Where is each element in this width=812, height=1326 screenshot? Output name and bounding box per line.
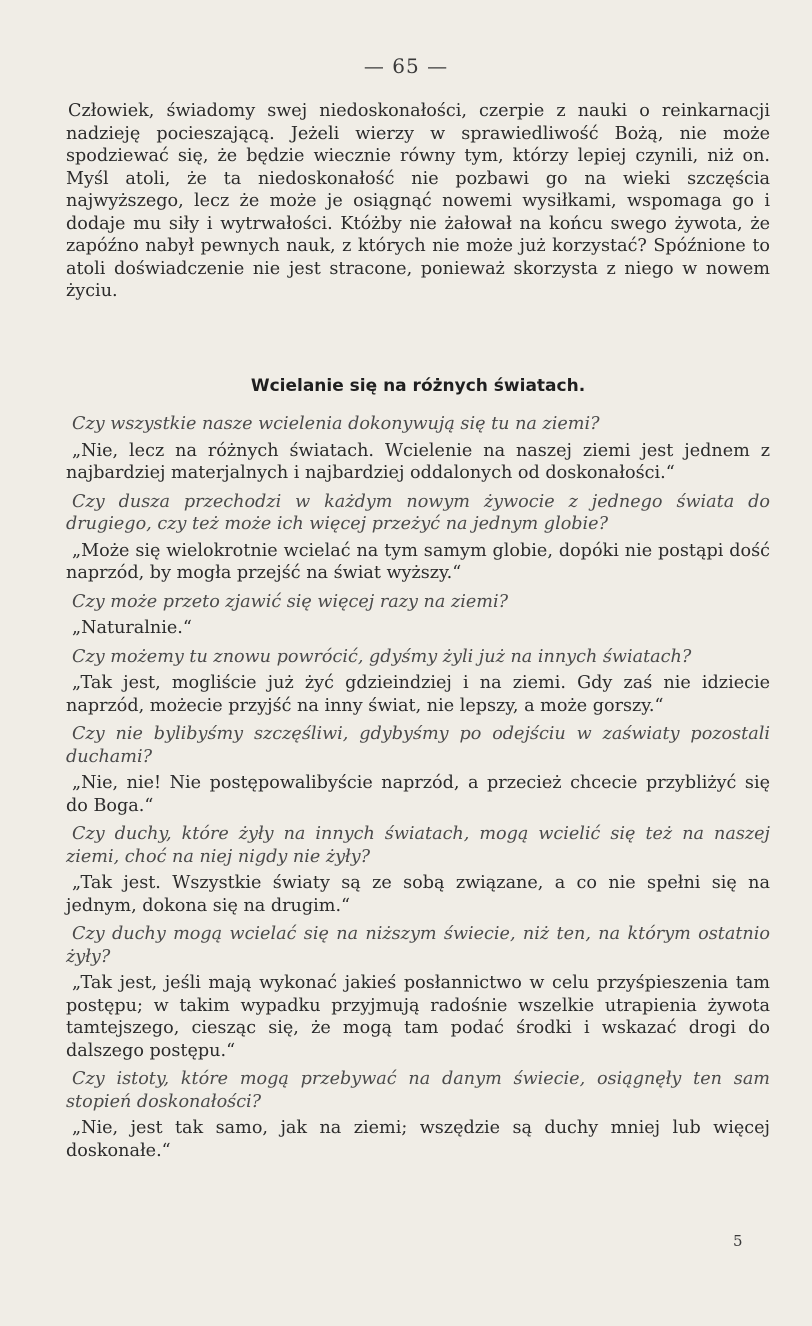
- question: Czy możemy tu znowu powrócić, gdyśmy żyli już na innych światach?: [72, 646, 692, 667]
- page-body: [66, 100, 770, 1162]
- question: Czy istoty, które mogą przebywać na danym świecie, osiągnęły ten sam stopień doskonałości?: [66, 1069, 770, 1112]
- question: Czy wszystkie nasze wcielenia dokonywują się tu na ziemi?: [72, 414, 600, 434]
- answer: „Nie, nie! Nie postępowalibyście naprzód, a przecież chcecie przybliżyć się do Boga.“: [66, 773, 770, 816]
- question: Czy dusza przechodzi w każdym nowym żywocie z jednego świata do drugiego, czy też może ich więcej przeżyć na jednym globie?: [66, 491, 770, 534]
- answer: „Tak jest, jeśli mają wykonać jakieś posłannictwo w celu przyśpieszenia tam postępu; w takim wypadku przyjmują radośnie wszelkie utrapienia żywota tamtejszego, ciesząc się, że mogą tam podać środki i wskazać drogi do dalszego postępu.“: [66, 973, 770, 1061]
- answer: „Tak jest, mogliście już żyć gdzieindziej i na ziemi. Gdy zaś nie idziecie naprzód, możecie przyjść na inny świat, nie lepszy, a może gorszy.“: [66, 673, 770, 716]
- section-heading: Wcielanie się na różnych światach.: [250, 375, 586, 396]
- question: Czy może przeto zjawić się więcej razy na ziemi?: [72, 591, 509, 612]
- question: Czy duchy, które żyły na innych światach, mogą wcielić się też na naszej ziemi, choć na niej nigdy nie żyły?: [66, 824, 770, 867]
- intro-paragraph: Człowiek, świadomy swej niedoskonałości, czerpie z nauki o reinkarnacji nadzieję pocieszającą. Jeżeli wierzy w sprawiedliwość Bożą, nie może spodziewać się, że będzie wiecznie równy tym, którzy lepiej czynili, niż on. Myśl atoli, że ta niedoskonałość nie pozbawi go na wieki szczęścia najwyższego, lecz że może je osiągnąć nowemi wysiłkami, wspomaga go i dodaje mu siły i wytrwałości. Któżby nie żałował na końcu swego żywota, że zapóźno nabył pewnych nauk, z których nie może już korzystać? Spóźnione to atoli doświadczenie nie jest stracone, ponieważ skorzysta z niego w nowem życiu.: [66, 101, 770, 301]
- page-number: — 65 —: [363, 54, 449, 78]
- answer: „Nie, jest tak samo, jak na ziemi; wszędzie są duchy mniej lub więcej doskonałe.“: [66, 1118, 770, 1161]
- signature-mark: 5: [733, 1232, 743, 1250]
- question: Czy duchy mogą wcielać się na niższym świecie, niż ten, na którym ostatnio żyły?: [66, 924, 770, 967]
- answer: „Tak jest. Wszystkie światy są ze sobą związane, a co nie spełni się na jednym, dokona się na drugim.“: [66, 873, 770, 916]
- answer: „Może się wielokrotnie wcielać na tym samym globie, dopóki nie postąpi dość naprzód, by mogła przejść na świat wyższy.“: [66, 540, 770, 583]
- answer: „Naturalnie.“: [72, 618, 192, 638]
- answer: „Nie, lecz na różnych światach. Wcielenie na naszej ziemi jest jednem z najbardziej materjalnych i najbardziej oddalonych od doskonałości.“: [66, 440, 770, 483]
- question: Czy nie bylibyśmy szczęśliwi, gdybyśmy po odejściu w zaświaty pozostali duchami?: [66, 724, 770, 767]
